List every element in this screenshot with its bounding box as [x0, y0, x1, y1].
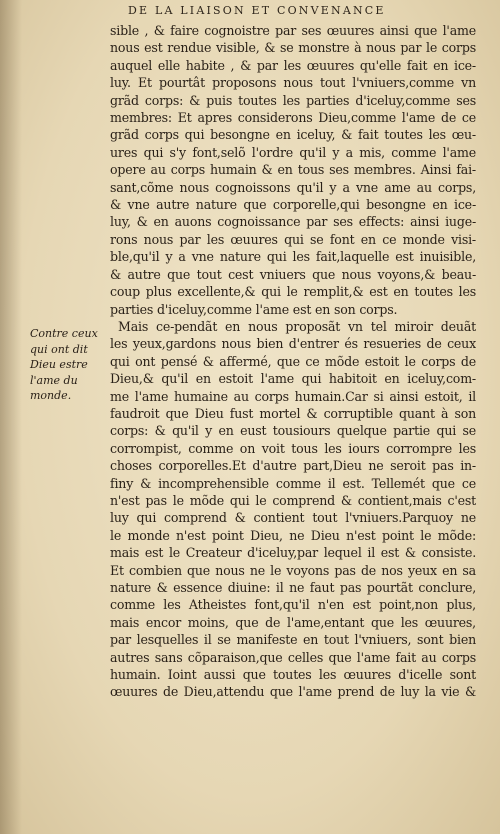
- marginal-note-line: monde.: [30, 389, 72, 402]
- text-line: faudroit que Dieu fust mortel & corruptible quant à son: [110, 405, 476, 421]
- marginal-note-line: l'ame du: [30, 373, 78, 387]
- text-line: nous est rendue visible, & se monstre à nous par le corps: [110, 40, 476, 56]
- text-line: luy, & en auons cognoissance par ses effects: ainsi iuge-: [110, 214, 476, 230]
- text-line: Mais ce-pendãt en nous proposãt vn tel miroir deuãt: [118, 318, 476, 334]
- text-line: ble,qu'il y a vne nature qui les fait,laquelle est inuisible,: [110, 249, 476, 265]
- body-text: [110, 22, 476, 701]
- text-line: Dieu,& qu'il en estoit l'ame qui habitoit en iceluy,com-: [110, 371, 476, 387]
- marginal-note-line: Contre ceux: [30, 327, 98, 340]
- text-line: corrompist, comme on voit tous les iours corrompre les: [110, 440, 476, 456]
- text-line: luy. Et pourtât proposons nous tout l'vniuers,comme vn: [110, 75, 476, 91]
- text-line: le monde n'est point Dieu, ne Dieu n'est point le mõde:: [110, 527, 476, 543]
- text-line: opere au corps humain & en tous ses membres. Ainsi fai-: [110, 162, 476, 178]
- text-line: qui ont pensé & affermé, que ce mõde estoit le corps de: [110, 353, 476, 369]
- text-line: mais encor moins, que de l'ame,entant que les œuures,: [110, 614, 476, 630]
- text-line: œuures de Dieu,attendu que l'ame prend de luy la vie &: [110, 684, 476, 700]
- text-line: humain. Ioint aussi que toutes les œuures d'icelle sont: [110, 667, 476, 683]
- text-line: les yeux,gardons nous bien d'entrer és resueries de ceux: [110, 336, 476, 352]
- text-line: me l'ame humaine au corps humain.Car si ainsi estoit, il: [110, 388, 476, 404]
- text-line: grãd corps qui besongne en iceluy, & fait toutes les œu-: [110, 127, 476, 143]
- text-line: n'est pas le mõde qui le comprend & contient,mais c'est: [110, 492, 476, 508]
- text-line: rons nous par les œuures qui se font en ce monde visi-: [110, 231, 476, 247]
- text-line: Et combien que nous ne le voyons pas de nos yeux en sa: [110, 562, 476, 578]
- running-head: DE LA LIAISON ET CONVENANCE: [128, 4, 386, 17]
- text-line: mais est le Createur d'iceluy,par lequel il est & consiste.: [110, 545, 476, 561]
- text-line: finy & incomprehensible comme il est. Tellemét que ce: [110, 475, 476, 491]
- text-line: luy qui comprend & contient tout l'vniuers.Parquoy ne: [110, 510, 476, 526]
- text-line: par lesquelles il se manifeste en tout l'vniuers, sont bien: [110, 632, 476, 648]
- text-line: coup plus excellente,& qui le remplit,& est en toutes les: [110, 284, 476, 300]
- text-line: nature & essence diuine: il ne faut pas pourtãt conclure,: [110, 580, 476, 595]
- text-line: comme les Atheistes font,qu'il n'en est point,non plus,: [110, 597, 476, 613]
- text-line: grãd corps: & puis toutes les parties d'iceluy,comme ses: [110, 92, 476, 108]
- marginal-note-line: qui ont dit: [30, 342, 88, 356]
- text-line: ures qui s'y font,selõ l'ordre qu'il y a mis, comme l'ame: [110, 144, 476, 160]
- text-line: & vne autre nature que corporelle,qui besongne en ice-: [110, 197, 476, 213]
- text-line: sible , & faire cognoistre par ses œuures ainsi que l'ame: [110, 23, 476, 38]
- text-line: autres sans cõparaison,que celles que l'ame fait au corps: [110, 649, 476, 665]
- text-line: parties d'iceluy,comme l'ame est en son corps.: [110, 301, 398, 317]
- text-line: & autre que tout cest vniuers que nous voyons,& beau-: [110, 266, 476, 282]
- marginal-note: [30, 326, 106, 404]
- binding-shadow: [0, 0, 22, 834]
- marginal-note-line: Dieu estre: [30, 358, 88, 371]
- text-line: sant,cõme nous cognoissons qu'il y a vne ame au corps,: [110, 179, 476, 195]
- text-line: corps: & qu'il y en eust tousiours quelque partie qui se: [110, 423, 476, 439]
- text-line: membres: Et apres considerons Dieu,comme l'ame de ce: [110, 110, 476, 126]
- text-line: auquel elle habite , & par les œuures qu'elle fait en ice-: [110, 57, 476, 73]
- text-line: choses corporelles.Et d'autre part,Dieu ne seroit pas in-: [110, 458, 476, 474]
